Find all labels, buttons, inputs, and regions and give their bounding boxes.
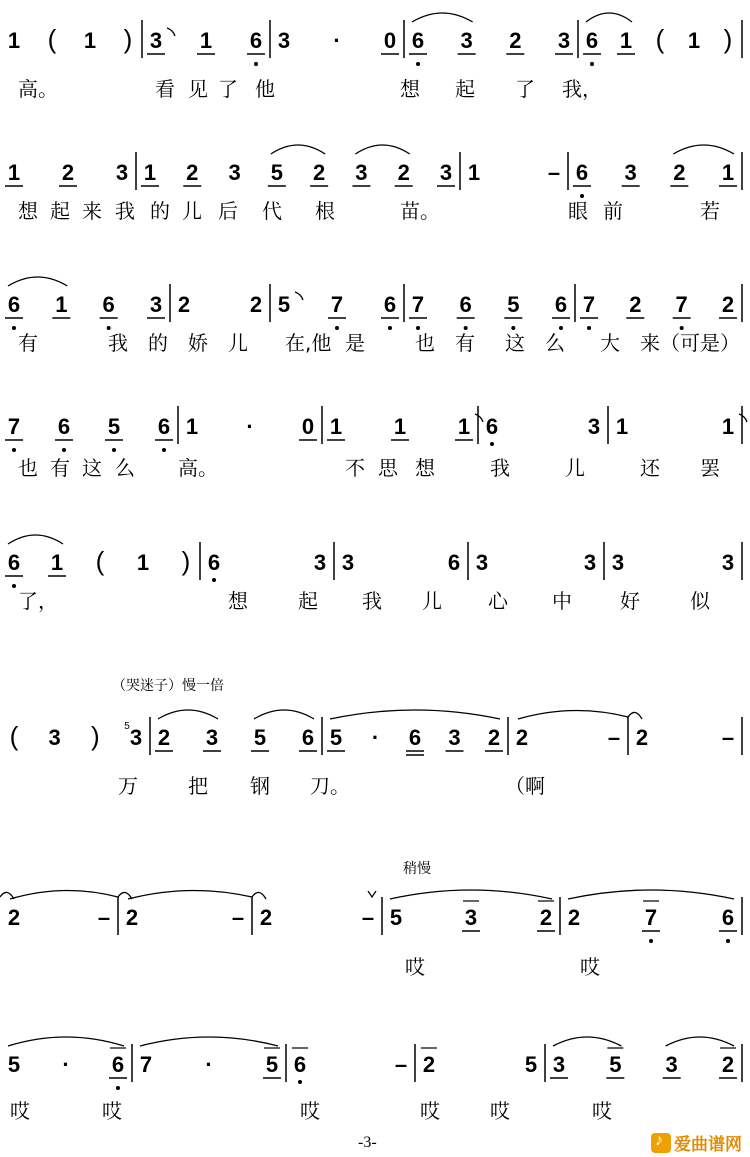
note: 5 xyxy=(329,725,343,750)
octave-dot-low xyxy=(335,326,339,330)
note: 3 xyxy=(557,28,571,53)
note: 6 xyxy=(411,28,425,53)
note: 3 xyxy=(665,1052,678,1077)
lyric-syllable: 想 xyxy=(400,77,420,101)
lyric-syllable: 有 xyxy=(455,331,475,355)
lyric-syllable: 大 xyxy=(600,331,620,355)
lyric-syllable: 高。 xyxy=(18,77,58,101)
note: ( xyxy=(9,721,19,751)
note: 7 xyxy=(675,292,688,317)
note: 5 xyxy=(277,292,291,317)
lyric-syllable: 儿 xyxy=(228,331,248,355)
lyric-syllable: 高。 xyxy=(178,456,218,480)
note: 3 xyxy=(341,550,355,575)
note: 1 xyxy=(687,28,701,53)
note: 6 xyxy=(7,292,21,317)
slur xyxy=(568,890,734,899)
note: 6 xyxy=(7,550,21,575)
note: 3 xyxy=(583,550,597,575)
lyric-syllable: 思 xyxy=(378,456,398,480)
note: 2 xyxy=(721,1052,735,1077)
slur xyxy=(8,1037,124,1046)
note: 5 xyxy=(524,1052,538,1077)
note: ) xyxy=(723,24,733,54)
note: 1 xyxy=(721,160,735,185)
slower-annotation: 稍慢 xyxy=(403,861,431,877)
slur xyxy=(140,1037,278,1046)
note: 3 xyxy=(475,550,489,575)
octave-dot-low xyxy=(12,326,16,330)
note: 2 xyxy=(509,28,522,53)
note: 5 xyxy=(7,1052,21,1077)
lyric-syllable: 我 xyxy=(108,331,128,355)
lyric-syllable: 这 xyxy=(82,456,102,480)
lyric-syllable: 他 xyxy=(255,77,275,101)
note: – xyxy=(394,1052,408,1077)
tie-out xyxy=(518,710,628,719)
lyric-syllable: 我 xyxy=(362,589,382,613)
lyric-syllable: 还 xyxy=(640,456,660,480)
note: 2 xyxy=(125,905,139,930)
slur xyxy=(330,710,500,719)
note: 1 xyxy=(615,414,629,439)
lyric-syllable: 起 xyxy=(455,77,475,101)
lyric-syllable: 哎 xyxy=(102,1099,122,1123)
lyric-syllable: 心 xyxy=(488,589,508,613)
note: 2 xyxy=(313,160,326,185)
lyric-syllable: 后 xyxy=(218,199,238,223)
lyric-syllable: 儿 xyxy=(182,199,202,223)
octave-dot-low xyxy=(298,1080,302,1084)
note: ( xyxy=(47,24,57,54)
note: 2 xyxy=(487,725,501,750)
note: 3 xyxy=(149,28,163,53)
octave-dot-low xyxy=(107,326,111,330)
note: 2 xyxy=(186,160,199,185)
note: 3 xyxy=(129,725,143,750)
octave-dot-low xyxy=(726,939,730,943)
page-number: -3- xyxy=(358,1134,377,1151)
lyric-syllable: 娇 xyxy=(188,331,208,355)
octave-dot-low xyxy=(416,326,420,330)
note: 0 xyxy=(301,414,315,439)
note: 1 xyxy=(721,414,735,439)
lyric-syllable: 么 xyxy=(115,456,135,480)
note: 6 xyxy=(207,550,221,575)
note: 2 xyxy=(721,292,735,317)
note: 7 xyxy=(7,414,21,439)
octave-dot-low xyxy=(680,326,684,330)
note: 6 xyxy=(721,905,735,930)
lyric-syllable: 也 xyxy=(18,456,38,480)
note: – xyxy=(361,905,375,930)
lyric-syllable: 似 xyxy=(690,589,710,613)
note: 2 xyxy=(259,905,273,930)
note: 6 xyxy=(585,28,599,53)
octave-dot-low xyxy=(511,326,515,330)
octave-dot-low xyxy=(62,448,66,452)
music-note-icon xyxy=(651,1133,671,1153)
note: 6 xyxy=(301,725,315,750)
lyric-syllable: 有 xyxy=(18,331,38,355)
lyric-syllable: 根 xyxy=(315,199,335,223)
grace-mark xyxy=(167,28,175,36)
lyric-syllable: 起 xyxy=(298,589,318,613)
note: 3 xyxy=(464,905,478,930)
watermark-text: 爱曲谱网 xyxy=(674,1135,742,1155)
note: 5 xyxy=(265,1052,279,1077)
octave-dot-low xyxy=(490,442,494,446)
note: 3 xyxy=(552,1052,566,1077)
note: 1 xyxy=(329,414,343,439)
note: 1 xyxy=(7,28,21,53)
note: 1 xyxy=(619,28,633,53)
note: – xyxy=(721,725,735,750)
lyric-syllable: 儿 xyxy=(565,456,585,480)
note: 6 xyxy=(102,292,115,317)
breath-mark xyxy=(368,891,376,897)
lyric-syllable: 苗。 xyxy=(400,199,440,223)
lyric-syllable: 想 xyxy=(415,456,435,480)
lyric-syllable: 若 xyxy=(700,199,720,223)
slur xyxy=(158,710,218,719)
lyric-syllable: 哎 xyxy=(405,955,425,979)
octave-dot-low xyxy=(580,194,584,198)
note: ) xyxy=(181,546,191,576)
note: 6 xyxy=(383,292,397,317)
tempo-annotation: （哭迷子）慢一倍 xyxy=(112,678,224,694)
note: 7 xyxy=(139,1052,153,1077)
lyric-syllable: 好 xyxy=(620,589,640,613)
note: · xyxy=(205,1052,213,1077)
note: 1 xyxy=(50,550,64,575)
octave-dot-low xyxy=(162,448,166,452)
lyric-syllable: 见 xyxy=(188,77,208,101)
lyric-syllable: 万 xyxy=(118,774,138,798)
lyric-syllable: 么 xyxy=(545,331,565,355)
lyric-syllable: 哎 xyxy=(490,1099,510,1123)
note: 6 xyxy=(293,1052,307,1077)
lyric-syllable: 了 xyxy=(515,77,535,101)
note: 6 xyxy=(249,28,263,53)
slur xyxy=(586,13,632,22)
note: 3 xyxy=(149,292,163,317)
note: 0 xyxy=(383,28,397,53)
lyric-syllable: 哎 xyxy=(580,955,600,979)
lyric-syllable: 我 xyxy=(490,456,510,480)
note: 1 xyxy=(7,160,21,185)
note: 3 xyxy=(48,725,61,750)
site-watermark xyxy=(651,1130,742,1155)
note: 2 xyxy=(635,725,649,750)
grace-mark xyxy=(475,414,483,422)
note: · xyxy=(62,1052,70,1077)
note: 1 xyxy=(467,160,481,185)
note: 2 xyxy=(61,160,75,185)
note: 5 xyxy=(253,725,267,750)
note: 1 xyxy=(83,28,97,53)
note: 3 xyxy=(448,725,461,750)
lyric-syllable: 不 xyxy=(345,456,365,480)
octave-dot-low xyxy=(416,62,420,66)
note: 3 xyxy=(439,160,453,185)
lyric-syllable: 是 xyxy=(345,331,365,355)
tie-in xyxy=(252,892,266,899)
note: 2 xyxy=(157,725,171,750)
lyric-syllable: 看 xyxy=(155,77,175,101)
lyric-syllable: 前 xyxy=(603,199,623,223)
lyric-syllable: 哎 xyxy=(10,1099,30,1123)
note: 2 xyxy=(397,160,410,185)
note: 6 xyxy=(111,1052,125,1077)
lyric-syllable: （啊 xyxy=(505,774,545,798)
lyric-syllable: 把 xyxy=(188,774,208,798)
octave-dot-low xyxy=(590,62,594,66)
note: 3 xyxy=(313,550,327,575)
lyric-syllable: 的 xyxy=(148,331,168,355)
note: 5 xyxy=(389,905,403,930)
slur xyxy=(390,890,552,899)
lyric-syllable: 想 xyxy=(18,199,38,223)
note: 2 xyxy=(249,292,263,317)
note: 7 xyxy=(644,905,658,930)
note: 3 xyxy=(228,160,241,185)
note: 6 xyxy=(157,414,171,439)
note: – xyxy=(607,725,621,750)
lyric-syllable: 来 xyxy=(82,199,102,223)
octave-dot-low xyxy=(112,448,116,452)
slur xyxy=(673,145,734,154)
lyric-syllable: 是） xyxy=(700,331,740,355)
note: 3 xyxy=(115,160,129,185)
lyric-syllable: 来（可 xyxy=(640,331,700,355)
lyric-syllable: 我 xyxy=(115,199,135,223)
grace-mark xyxy=(739,414,747,422)
slur xyxy=(254,710,314,719)
tie-out xyxy=(10,890,118,899)
note: 3 xyxy=(624,160,637,185)
note: 7 xyxy=(582,292,596,317)
note: ( xyxy=(95,546,105,576)
slur xyxy=(8,277,67,286)
note: 5 xyxy=(107,414,121,439)
lyric-syllable: 有 xyxy=(50,456,70,480)
note: 1 xyxy=(393,414,407,439)
note: 2 xyxy=(422,1052,436,1077)
lyric-syllable: 代 xyxy=(262,199,282,223)
octave-dot-low xyxy=(116,1086,120,1090)
slur xyxy=(355,145,409,154)
note: 6 xyxy=(459,292,472,317)
note: 1 xyxy=(143,160,157,185)
slur xyxy=(412,13,473,22)
slur xyxy=(8,535,63,544)
note: 1 xyxy=(136,550,150,575)
note: 2 xyxy=(515,725,529,750)
grace-mark xyxy=(295,292,303,300)
note: · xyxy=(333,28,341,53)
note: · xyxy=(246,414,254,439)
note: ) xyxy=(123,24,133,54)
note: 6 xyxy=(447,550,461,575)
note: 7 xyxy=(330,292,344,317)
octave-dot-low xyxy=(12,584,16,588)
slur xyxy=(666,1037,734,1046)
lyric-syllable: 这 xyxy=(505,331,525,355)
lyric-syllable: 起 xyxy=(50,199,70,223)
note: 3 xyxy=(355,160,368,185)
note: – xyxy=(547,160,561,185)
note: 2 xyxy=(7,905,21,930)
slur xyxy=(553,1037,621,1046)
octave-dot-low xyxy=(587,326,591,330)
note: · xyxy=(371,725,380,750)
note: 6 xyxy=(408,725,422,750)
note: 5 xyxy=(270,160,283,185)
lyric-syllable: 哎 xyxy=(300,1099,320,1123)
note: 3 xyxy=(460,28,473,53)
note: 2 xyxy=(539,905,553,930)
lyric-syllable: 儿 xyxy=(422,589,442,613)
octave-dot-low xyxy=(254,62,258,66)
octave-dot-low xyxy=(212,578,216,582)
note: 6 xyxy=(554,292,568,317)
octave-dot-low xyxy=(388,326,392,330)
note: – xyxy=(231,905,245,930)
note: ( xyxy=(655,24,665,54)
note: 3 xyxy=(277,28,291,53)
note: 3 xyxy=(205,725,219,750)
note: – xyxy=(97,905,111,930)
lyric-syllable: 我， xyxy=(562,77,602,101)
note: 5 xyxy=(609,1052,622,1077)
lyric-syllable: 罢 xyxy=(700,456,720,480)
note: 3 xyxy=(721,550,735,575)
octave-dot-low xyxy=(649,939,653,943)
lyric-syllable: 刀。 xyxy=(310,774,350,798)
lyric-syllable: 眼 xyxy=(568,199,588,223)
note: 2 xyxy=(673,160,686,185)
note: ) xyxy=(90,721,100,751)
octave-dot-low xyxy=(464,326,468,330)
lyric-syllable: 在,他 xyxy=(285,331,332,355)
note: 1 xyxy=(199,28,213,53)
note: 5 xyxy=(507,292,520,317)
lyric-syllable: 的 xyxy=(150,199,170,223)
lyric-syllable: 哎 xyxy=(592,1099,612,1123)
tie-in xyxy=(628,712,642,719)
note: 7 xyxy=(411,292,425,317)
tie-out xyxy=(128,890,252,899)
note: 2 xyxy=(177,292,191,317)
note: 2 xyxy=(629,292,642,317)
lyric-syllable: 了 xyxy=(218,77,238,101)
slur xyxy=(271,145,325,154)
lyric-syllable: 也 xyxy=(415,331,435,355)
lyric-syllable: 哎 xyxy=(420,1099,440,1123)
note: 2 xyxy=(567,905,581,930)
note: 1 xyxy=(457,414,471,439)
lyric-syllable: 钢 xyxy=(250,774,270,798)
octave-dot-low xyxy=(12,448,16,452)
octave-dot-low xyxy=(559,326,563,330)
note: 6 xyxy=(485,414,499,439)
note: 1 xyxy=(185,414,199,439)
note: 3 xyxy=(611,550,625,575)
note: 6 xyxy=(575,160,589,185)
lyric-syllable: 了， xyxy=(18,589,58,613)
note: 1 xyxy=(55,292,68,317)
lyric-syllable: 想 xyxy=(228,589,248,613)
note: 6 xyxy=(57,414,71,439)
grace-note: 5 xyxy=(124,721,130,732)
note: 3 xyxy=(587,414,601,439)
lyric-syllable: 中 xyxy=(552,589,572,613)
